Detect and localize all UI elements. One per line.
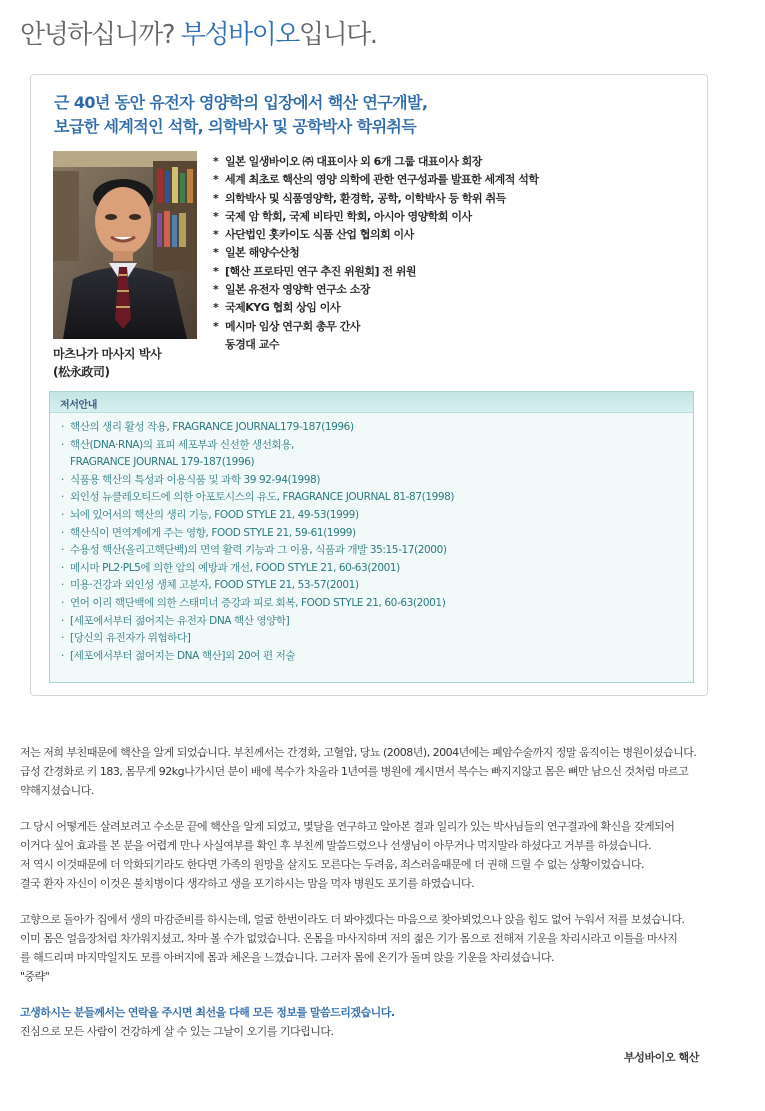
testimony-line: 를 해드리며 마지막일지도 모를 아버지에 몸과 체온을 느꼈습니다. 그러자 몸에 온기가 돌며 앉을 기운을 차리셨습니다. [20,951,554,964]
testimony-line: 이거다 싶어 효과를 본 분을 어렵게 만나 사실여부를 확인 후 부친께 말씀드렸으나 선생님이 아무거나 먹지말라 하셨다고 거부를 하셨습니다. [20,839,652,852]
publication-item [61,613,693,631]
bullet-star-icon: * [213,264,219,278]
credential-item [213,299,539,317]
profile-card [30,74,708,696]
bullet-dot-icon: · [61,473,64,486]
publications-header [50,392,693,413]
bullet-dot-icon: · [61,508,64,521]
bullet-dot-icon: · [61,614,64,627]
credential-item [213,171,539,189]
greeting-suffix: 입니다. [298,20,377,50]
signature: 부성바이오 핵산 [624,1051,700,1064]
credentials-list [213,153,539,354]
profile-headline [54,91,427,139]
bullet-star-icon: * [213,246,219,260]
testimony-line: 결국 환자 자신이 이것은 불치병이다 생각하고 생을 포기하시는 맘을 먹자 병원도 포기를 하였습니다. [20,877,475,890]
credential-text: 세계 최초로 핵산의 영양 의학에 관한 연구성과를 발표한 세계적 석학 [225,173,539,187]
bullet-star-icon: * [213,191,219,205]
profile-name-hanja: (松永政司) [53,365,110,379]
credential-item [213,208,539,226]
bullet-star-icon: * [213,319,219,333]
credential-item [213,263,539,281]
publication-text: 외인성 뉴클레오티드에 의한 아포토시스의 유도, FRAGRANCE JOURNAL 81-87(1998) [70,491,455,504]
bullet-star-icon: * [213,155,219,168]
greeting-heading [20,14,376,51]
testimony-line: "중략" [20,970,50,983]
testimony-line: 급성 간경화로 키 183, 몸무게 92kg나가시던 분이 배에 복수가 차올라 1년여를 병원에 계시면서 복수는 빠지지않고 몸은 뼈만 남으신 것처럼 마르고 [20,765,689,778]
bullet-star-icon: * [213,209,219,223]
publication-item [61,419,693,437]
credential-text: 사단법인 홋카이도 식품 산업 협의회 이사 [225,228,414,242]
credential-item [213,226,539,244]
publication-item [61,542,693,560]
headline-line-1: 근 40년 동안 유전자 영양학의 입장에서 핵산 연구개발, [54,93,428,112]
testimony-paragraph [20,743,750,800]
credential-text: 일본 일생바이오 ㈜ 대표이사 외 6개 그룹 대표이사 회장 [225,155,482,168]
portrait-image-icon [53,151,197,339]
credential-text: [핵산 프로타민 연구 추진 위원회] 전 위원 [225,264,417,278]
publication-item [61,630,693,648]
bullet-dot-icon: · [61,438,64,451]
publication-item [61,437,693,455]
credential-item [213,244,539,262]
credential-item [213,190,539,208]
bullet-star-icon: * [213,228,219,242]
credential-item [213,318,539,336]
testimony-paragraph [20,910,750,986]
credential-item [213,153,539,171]
bullet-dot-icon: · [61,579,64,592]
bullet-star-icon: * [213,301,219,315]
bullet-star-icon: * [213,173,219,187]
publication-text: 핵산식이 면역계에게 주는 영향, FOOD STYLE 21, 59-61(1999) [70,526,356,539]
credential-text: 국제KYG 협회 상임 이사 [225,301,341,315]
testimony-paragraphs [20,743,750,986]
publication-item [61,489,693,507]
publications-title: 저서안내 [60,400,98,411]
greeting-brand: 부성바이오 [180,20,299,50]
publication-item [61,472,693,490]
bullet-dot-icon: · [61,421,64,433]
publication-item [61,560,693,578]
testimony-line: 그 당시 어떻게든 살려보려고 수소문 끝에 핵산을 알게 되었고, 몇달을 연구하고 알아본 결과 일리가 있는 박사님들의 연구결과에 확신을 갖게되어 [20,820,675,833]
testimony-text [20,743,750,1041]
greeting-prefix: 안녕하십니까? [20,20,174,50]
publication-item [61,648,693,666]
bullet-dot-icon: · [61,632,64,645]
bullet-dot-icon: · [61,649,64,662]
publication-item [61,507,693,525]
publication-item [61,577,693,595]
credential-text: 의학박사 및 식품영양학, 환경학, 공학, 이학박사 등 학위 취득 [225,191,506,205]
publication-text: 핵산(DNA·RNA)의 표피 세포부과 신선한 생선회용, [70,438,294,451]
credential-text: 일본 해양수산청 [225,246,300,260]
closing-line-wish: 진심으로 모든 사람이 건강하게 살 수 있는 그날이 오기를 기다립니다. [20,1025,334,1038]
profile-photo [53,151,197,339]
publication-text: 핵산의 생리 활성 작용, FRAGRANCE JOURNAL179-187(1996) [70,421,354,433]
bullet-dot-icon: · [61,561,64,574]
publication-text: 미용·건강과 외인성 생체 고분자, FOOD STYLE 21, 53-57(2001) [70,579,359,592]
testimony-line: 이미 몸은 얼음장처럼 차가워지셨고, 차마 볼 수가 없었습니다. 온몸을 마사지하며 저의 젊은 기가 몸으로 전해져 기운을 차리시라고 이틀을 마사지 [20,932,678,945]
bullet-dot-icon: · [61,596,64,609]
testimony-line: 약해지셨습니다. [20,784,94,797]
credential-item [213,281,539,299]
credential-item [213,336,539,354]
testimony-line: 저는 저희 부친때문에 핵산을 알게 되었습니다. 부친께서는 간경화, 고혈압, 당뇨 (2008년), 2004년에는 폐암수술까지 정말 움직이는 병원이셨습니다. [20,746,697,759]
credential-text: 메시마 임상 연구회 총무 간사 [225,319,360,333]
publication-text: [당신의 유전자가 위험하다] [70,632,191,645]
testimony-paragraph [20,817,750,893]
publication-text: FRAGRANCE JOURNAL 179-187(1996) [70,456,255,469]
bullet-dot-icon: · [61,526,64,539]
credential-text: 국제 암 학회, 국제 비타민 학회, 아시아 영양학회 이사 [225,209,472,223]
profile-caption [53,345,161,381]
closing-line-contact: 고생하시는 분들께서는 연락을 주시면 최선을 다해 모든 정보를 말씀드리겠습니다. [20,1006,395,1019]
credential-text: 일본 유전자 영양학 연구소 소장 [225,283,370,297]
bullet-star-icon: * [213,283,219,297]
profile-name: 마츠나가 마사지 박사 [53,347,162,361]
testimony-line: 저 역시 이것때문에 더 악화되기라도 한다면 가족의 원망을 살지도 모른다는 두려움, 죄스러움때문에 더 권해 드릴 수 없는 상황이었습니다. [20,858,644,871]
headline-line-2: 보급한 세계적인 석학, 의학박사 및 공학박사 학위취득 [54,117,417,136]
bullet-dot-icon: · [61,544,64,557]
publications-box [49,391,694,683]
publication-text: 뇌에 있어서의 핵산의 생리 기능, FOOD STYLE 21, 49-53(1999) [70,508,359,521]
credential-text: 동경대 교수 [225,337,279,351]
publication-text: 식품용 핵산의 특성과 이용식품 및 과학 39 92-94(1998) [70,473,321,486]
publication-text: 수용성 핵산(올리고핵단백)의 면역 활력 기능과 그 이용, 식품과 개발 35:15-17(2000) [70,544,447,557]
publication-text: 연어 이리 핵단백에 의한 스태미너 증강과 피로 회복, FOOD STYLE 21, 60-63(2001) [70,596,446,609]
bullet-dot-icon: · [61,491,64,504]
publication-text: [세포에서부터 젊어지는 유전자 DNA 핵산 영양학] [70,614,290,627]
publication-item [61,595,693,613]
publication-text: [세포에서부터 젊어지는 DNA 핵산]외 20여 편 저술 [70,649,296,662]
publication-item [61,525,693,543]
testimony-line: 고향으로 돌아가 집에서 생의 마감준비를 하시는데, 얼굴 한번이라도 더 봐야겠다는 마음으로 찾아뵈었으나 앉을 힘도 없어 누워서 저를 보셨습니다. [20,913,685,926]
publication-item [61,454,693,472]
publication-text: 메시마 PL2·PL5에 의한 암의 예방과 개선, FOOD STYLE 21, 60-63(2001) [70,561,400,574]
publications-list [50,419,693,665]
